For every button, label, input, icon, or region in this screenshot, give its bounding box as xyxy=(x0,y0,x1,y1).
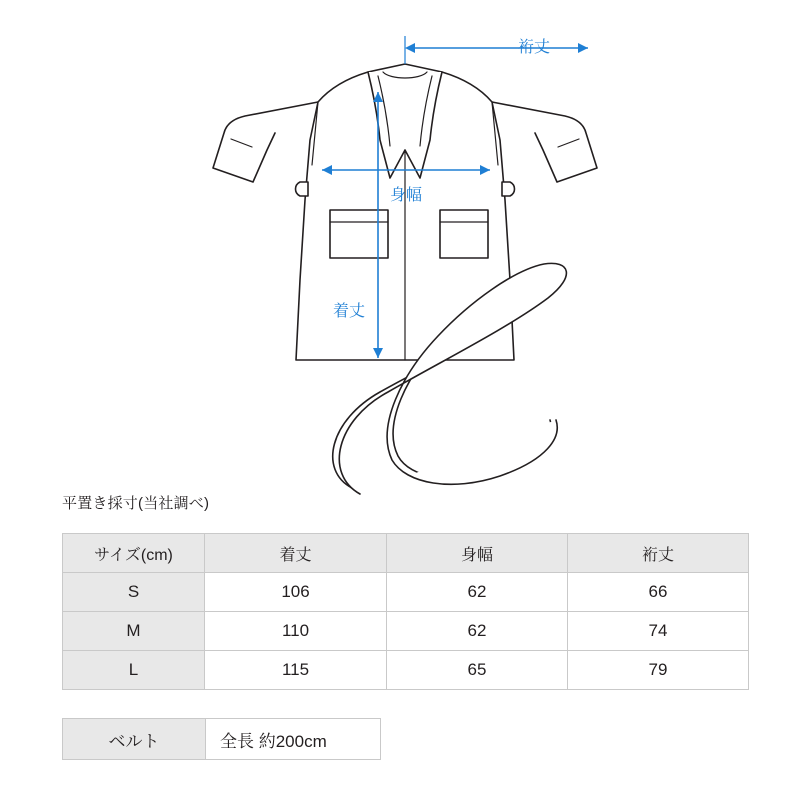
right-sleeve xyxy=(492,102,597,182)
right-pocket xyxy=(440,210,488,258)
left-pocket xyxy=(330,210,388,258)
row-header-size-s: S xyxy=(63,573,205,612)
right-belt-loop xyxy=(502,182,515,196)
cell-m-length: 110 xyxy=(205,612,387,651)
row-header-size-l: L xyxy=(63,651,205,690)
size-table xyxy=(62,533,749,690)
belt-row xyxy=(63,719,381,760)
cell-s-sleeve: 66 xyxy=(568,573,749,612)
cell-l-length: 115 xyxy=(205,651,387,690)
sleeve-length-arrow-left xyxy=(405,43,415,53)
cell-m-sleeve: 74 xyxy=(568,612,749,651)
cell-s-width: 62 xyxy=(387,573,568,612)
row-header-size-m: M xyxy=(63,612,205,651)
belt-table xyxy=(62,718,381,760)
cell-s-length: 106 xyxy=(205,573,387,612)
table-header-row xyxy=(63,534,749,573)
table-row xyxy=(63,612,749,651)
belt-header: ベルト xyxy=(63,719,206,760)
sleeve-length-label: 裄丈 xyxy=(518,39,551,56)
column-header-length: 着丈 xyxy=(205,534,387,573)
measurement-caption: 平置き採寸(当社調べ) xyxy=(62,495,210,512)
column-header-width: 身幅 xyxy=(387,534,568,573)
body-width-label: 身幅 xyxy=(389,187,423,204)
cell-l-width: 65 xyxy=(387,651,568,690)
cell-m-width: 62 xyxy=(387,612,568,651)
column-header-sleeve: 裄丈 xyxy=(568,534,749,573)
table-row xyxy=(63,651,749,690)
table-row xyxy=(63,573,749,612)
cell-l-sleeve: 79 xyxy=(568,651,749,690)
left-sleeve xyxy=(213,102,318,182)
left-belt-loop xyxy=(296,182,309,196)
column-header-size: サイズ(cm) xyxy=(63,534,205,573)
garment-length-label: 着丈 xyxy=(332,303,366,320)
sleeve-length-arrow-right xyxy=(578,43,588,53)
belt-value: 全長 約200cm xyxy=(206,719,381,760)
